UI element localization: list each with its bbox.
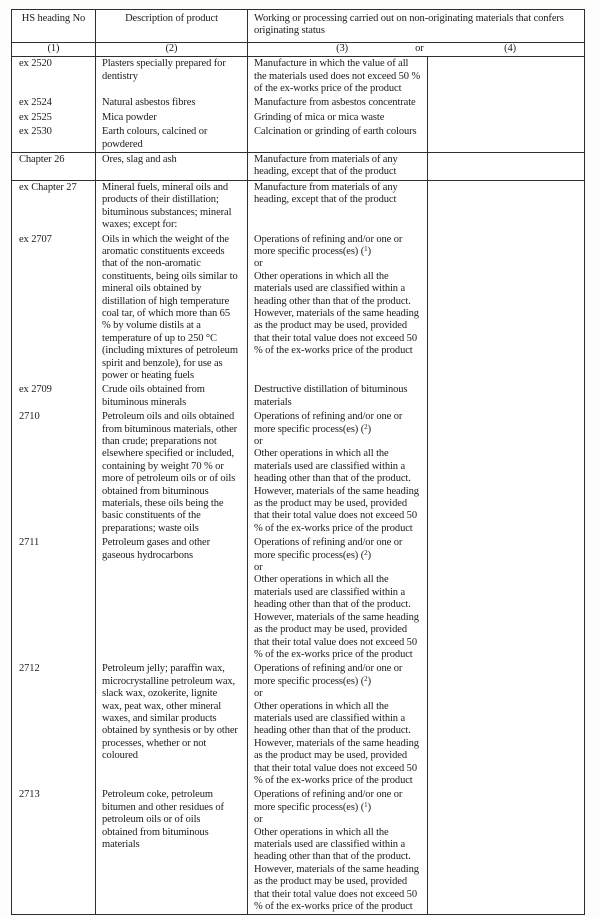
- working-processing-rule-cell: [248, 788, 428, 915]
- working-processing-rule-cell: [248, 125, 428, 152]
- column-numbers-3-or-4: [248, 42, 585, 56]
- description-cell: Mineral fuels, mineral oils and products of their distillation; bituminous substances; mineral waxes; except for:: [96, 180, 248, 232]
- alternative-rule-cell-empty: [428, 233, 585, 384]
- description-cell: Ores, slag and ash: [96, 153, 248, 181]
- rule-paragraph: Calcination or grinding of earth colours: [254, 126, 417, 138]
- description-cell: Petroleum oils and oils obtained from bituminous materials, other than crude; preparations not elsewhere specified or included, containing by weight 70 % or more of petroleum oils or of oils obtained from bituminous materials, these oils being the basic constituents of the preparations; waste oils: [96, 410, 248, 536]
- rule-paragraph: Operations of refining and/or one or more specific process(es) ($^1$): [254, 233, 403, 257]
- description-cell: Oils in which the weight of the aromatic constituents exceeds that of the non-aromatic constituents, being oils similar to mineral oils obtained by distillation of high temperature coal tar, of which more than 65 % by volume distils at a temperature of up to 250 °C (including mixtures of petroleum spirit and benzole), for use as power or heating fuels: [96, 233, 248, 384]
- rule-paragraph: Operations of refining and/or one or more specific process(es) ($^2$): [254, 537, 403, 561]
- column-number-3: (3): [336, 42, 349, 54]
- working-processing-rule-cell: [248, 111, 428, 125]
- alternative-rule-cell-empty: [428, 57, 585, 97]
- alternative-rule-cell-empty: [428, 536, 585, 662]
- rule-paragraph: Destructive distillation of bituminous materials: [254, 384, 408, 408]
- footnote-reference: 2: [364, 422, 368, 431]
- hs-heading-column-header: HS heading No: [12, 10, 96, 43]
- rule-paragraph: Other operations in which all the materials used are classified within a heading other than that of the product. However, materials of the same heading as the product may be used, provided that their total value does not exceed 50 % of the ex-works price of the product: [254, 448, 419, 534]
- rule-paragraph: or: [254, 814, 263, 826]
- description-cell: Natural asbestos fibres: [96, 96, 248, 110]
- description-cell: Crude oils obtained from bituminous minerals: [96, 383, 248, 410]
- description-cell: Petroleum gases and other gaseous hydrocarbons: [96, 536, 248, 662]
- description-column-header: Description of product: [96, 10, 248, 43]
- working-processing-column-header: Working or processing carried out on non-originating materials that confers originating status: [248, 10, 585, 43]
- hs-heading-cell: ex 2524: [19, 97, 52, 109]
- rule-paragraph: or: [254, 562, 263, 574]
- rule-paragraph: Other operations in which all the materials used are classified within a heading other than that of the product. However, materials of the same heading as the product may be used, provided that their total value does not exceed 50 % of the ex-works price of the product: [254, 700, 419, 786]
- table-header-row: [12, 10, 585, 43]
- alternative-rule-cell-empty: [428, 383, 585, 410]
- rule-paragraph: Other operations in which all the materials used are classified within a heading other than that of the product. However, materials of the same heading as the product may be used, provided that their total value does not exceed 50 % of the ex-works price of the product: [254, 574, 419, 660]
- working-processing-rule-cell: [248, 96, 428, 110]
- table-row: [12, 233, 585, 384]
- rule-paragraph: Operations of refining and/or one or more specific process(es) ($^2$): [254, 411, 403, 435]
- hs-heading-cell: ex 2530: [19, 126, 52, 138]
- table-row: [12, 111, 585, 125]
- rule-paragraph: or: [254, 688, 263, 700]
- rule-paragraph: Operations of refining and/or one or more specific process(es) ($^1$): [254, 789, 403, 813]
- alternative-rule-cell-empty: [428, 153, 585, 181]
- table-row: [12, 788, 585, 915]
- working-processing-rule-cell: [248, 536, 428, 662]
- rule-paragraph: Manufacture in which the value of all the materials used does not exceed 50 % of the ex-works price of the product: [254, 58, 421, 95]
- footnote-reference: 2: [364, 548, 368, 557]
- hs-heading-cell: 2713: [19, 789, 40, 801]
- footnote-reference: 2: [364, 674, 368, 683]
- hs-heading-cell: 2711: [19, 537, 40, 549]
- rule-paragraph: Operations of refining and/or one or more specific process(es) ($^2$): [254, 663, 403, 687]
- hs-heading-cell: ex Chapter 27: [12, 180, 96, 232]
- rule-paragraph: Manufacture from asbestos concentrate: [254, 97, 416, 109]
- working-processing-rule-cell: [248, 383, 428, 410]
- hs-heading-cell: 2712: [19, 663, 40, 675]
- working-processing-rule-cell: [248, 153, 428, 181]
- table-row: [12, 536, 585, 662]
- footnote-reference: 1: [364, 800, 368, 809]
- working-processing-rule-cell: [248, 57, 428, 97]
- rule-paragraph: Manufacture from materials of any heading, except that of the product: [254, 154, 398, 178]
- description-cell: Petroleum coke, petroleum bitumen and other residues of petroleum oils or of oils obtained from bituminous materials: [96, 788, 248, 915]
- alternative-rule-cell-empty: [428, 662, 585, 788]
- working-processing-rule-cell: [248, 233, 428, 384]
- rule-paragraph: or: [254, 436, 263, 447]
- alternative-rule-cell-empty: [428, 788, 585, 915]
- rule-paragraph: or: [254, 258, 263, 270]
- description-cell: Mica powder: [96, 111, 248, 125]
- column-or-label: or: [415, 42, 424, 54]
- description-cell: Earth colours, calcined or powdered: [96, 125, 248, 152]
- column-number-4: (4): [504, 42, 517, 54]
- table-row: [12, 57, 585, 97]
- table-row: [12, 153, 585, 181]
- table-row: [12, 410, 585, 536]
- rule-paragraph: Other operations in which all the materials used are classified within a heading other than that of the product. However, materials of the same heading as the product may be used, provided that their total value does not exceed 50 % of the ex-works price of the product: [254, 270, 419, 357]
- hs-heading-cell: ex 2520: [12, 57, 96, 97]
- working-processing-rule-cell: [248, 410, 428, 536]
- table-row: [12, 662, 585, 788]
- hs-heading-cell: 2710: [19, 411, 40, 423]
- table-body: [12, 57, 585, 915]
- working-processing-rule-cell: [248, 180, 428, 232]
- description-cell: Petroleum jelly; paraffin wax, microcrystalline petroleum wax, slack wax, ozokerite, lignite wax, peat wax, other mineral waxes, and similar products obtained by synthesis or by other processes, whether or not coloured: [96, 662, 248, 788]
- footnote-reference: 1: [364, 244, 368, 253]
- alternative-rule-cell-empty: [428, 410, 585, 536]
- column-number-2: (2): [96, 42, 248, 56]
- hs-heading-cell: Chapter 26: [12, 153, 96, 181]
- working-processing-rule-cell: [248, 662, 428, 788]
- rule-paragraph: Manufacture from materials of any heading, except that of the product: [254, 181, 398, 206]
- column-number-1: (1): [12, 42, 96, 56]
- alternative-rule-cell-empty: [428, 96, 585, 110]
- description-cell: Plasters specially prepared for dentistry: [96, 57, 248, 97]
- rule-paragraph: Grinding of mica or mica waste: [254, 111, 385, 123]
- alternative-rule-cell-empty: [428, 180, 585, 232]
- hs-heading-cell: ex 2709: [19, 384, 52, 396]
- hs-heading-cell: ex 2707: [19, 233, 52, 245]
- table-row: [12, 96, 585, 110]
- column-number-row: [12, 42, 585, 56]
- hs-heading-cell: ex 2525: [19, 111, 52, 123]
- alternative-rule-cell-empty: [428, 125, 585, 152]
- rules-of-origin-table: [11, 9, 585, 915]
- table-row: [12, 383, 585, 410]
- table-row: [12, 125, 585, 152]
- table-row: [12, 180, 585, 232]
- alternative-rule-cell-empty: [428, 111, 585, 125]
- rule-paragraph: Other operations in which all the materials used are classified within a heading other than that of the product. However, materials of the same heading as the product may be used, provided that their total value does not exceed 50 % of the ex-works price of the product: [254, 826, 419, 913]
